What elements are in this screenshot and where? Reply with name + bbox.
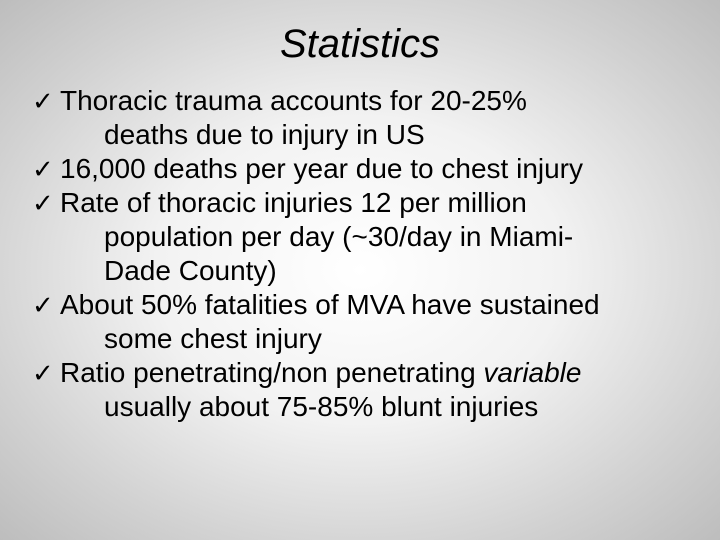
bullet-text-continued: usually about 75-85% blunt injuries [104,391,539,422]
bullet-thoracic-trauma [30,84,710,152]
checkmark-icon: ✓ [32,154,54,184]
bullet-text-continued: Dade County) [104,255,277,286]
bullet-ratio [30,356,710,424]
bullet-mva-fatalities [30,288,710,356]
bullet-text: Thoracic trauma accounts for 20-25% [60,85,527,116]
checkmark-icon: ✓ [32,86,54,116]
bullet-text: About 50% fatalities of MVA have sustained [60,289,600,320]
bullet-text [60,356,710,390]
bullet-list [30,84,710,424]
bullet-text-prefix: Ratio penetrating/non penetrating [60,357,484,388]
bullet-text-continued: deaths due to injury in US [104,119,425,150]
bullet-text: Rate of thoracic injuries 12 per million [60,187,527,218]
bullet-text: 16,000 deaths per year due to chest injury [60,153,584,184]
checkmark-icon: ✓ [32,188,54,218]
slide-title: Statistics [279,22,441,66]
bullet-text-emphasis: variable [483,357,582,388]
checkmark-icon: ✓ [32,290,54,320]
bullet-text-continued: population per day (~30/day in Miami- [104,221,574,252]
bullet-deaths-per-year [30,152,710,186]
bullet-injury-rate [30,186,710,288]
checkmark-icon: ✓ [32,358,54,388]
bullet-text-continued: some chest injury [104,323,322,354]
